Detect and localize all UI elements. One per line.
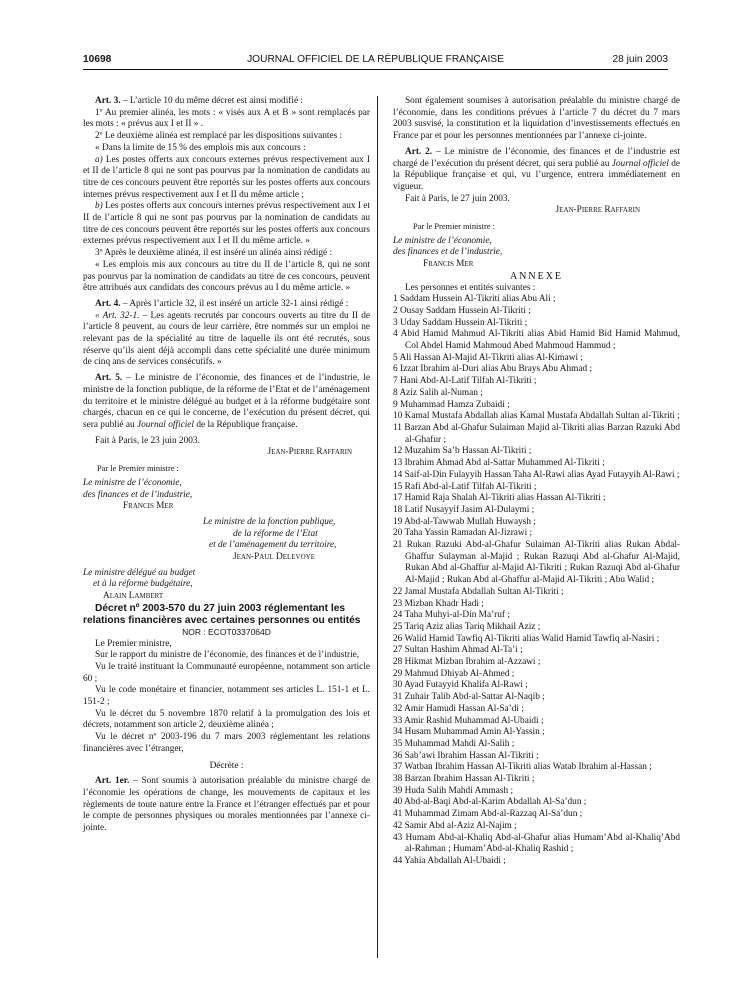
article-32-1-label: « Art. 32-1. xyxy=(95,310,140,321)
min-fp-2: de la réforme de l’Etat xyxy=(233,528,318,539)
visa-rapport: Sur le rapport du ministre de l’économie, des finances et de l’industrie, xyxy=(95,650,360,661)
entity-item: 3 Uday Saddam Hussein Al-Tikriti ; xyxy=(393,317,528,328)
article-3-pa xyxy=(83,155,370,202)
right-column xyxy=(393,96,680,868)
entity-item: 11 Barzan Abd al-Ghafur Sulaiman Majid al-Tikriti alias Barzan Razuki Abd al-Ghafur ; xyxy=(393,422,680,445)
entity-item: 1 Saddam Hussein Al-Tikriti alias Abu Ali ; xyxy=(393,294,556,305)
entity-item: 21 Rukan Razuki Abd-al-Ghafur Sulaiman Al-Tikriti alias Rukan Abdal-Ghaffur Sulayman al-Majid ; Rukan Razuqi Abd al-Ghafur Al-Majid, Rukan Abd al-Ghaffur al-Majid Al-Tikriti ; Rukan Razuqi Abd al-Ghafur Al-Majid ; Rukan Abd al-Ghaffur al-Majid Al-Tikriti ; Abu Walid ; xyxy=(393,540,680,586)
page-header xyxy=(83,52,668,68)
entity-item: 14 Saif-al-Din Fulayyih Hassan Taha Al-Rawi alias Ayad Futayyih Al-Rawi ; xyxy=(393,469,680,480)
entity-item: 12 Muzahim Sa’b Hassan Al-Tikriti ; xyxy=(393,446,532,457)
fait-a-paris-2: Fait à Paris, le 27 juin 2003. xyxy=(405,193,510,204)
min-2: des finances et de l’industrie, xyxy=(393,247,503,258)
page-number: 10698 xyxy=(83,54,112,65)
entity-item: 32 Amir Hamudi Hassan Al-Sa’di ; xyxy=(393,703,524,714)
decret-title: Décret nº 2003-570 du 27 juin 2003 réglementant les relations financières avec certaines personnes ou entités xyxy=(83,602,361,626)
entity-item: 41 Muhammad Zimam Abd-al-Razzaq Al-Sa’dun ; xyxy=(393,809,583,820)
entity-item: 29 Mahmud Dhiyab Al-Ahmed ; xyxy=(393,668,515,679)
article-3-label: Art. 3. xyxy=(95,96,121,106)
premier-ministre: Le Premier ministre, xyxy=(95,638,172,649)
article-4-label: Art. 4. xyxy=(95,298,121,309)
article-3-p1: 1º Au premier alinéa, les mots : « visés aux A et B » sont remplacés par les mots : « prévus aux I et II » . xyxy=(83,107,370,130)
entity-item: 37 Watban Ibrahim Hassan Al-Tikriti alias Watab Ibrahim al-Hassan ; xyxy=(393,762,652,773)
par-premier-ministre-1: Par le Premier ministre : xyxy=(97,464,179,474)
header-rule xyxy=(83,69,668,70)
article-5-text-end: de la République française. xyxy=(194,419,298,430)
article-5 xyxy=(83,373,370,432)
entity-list xyxy=(393,294,680,867)
visa-decret-2003: Vu le décret nº 2003-196 du 7 mars 2003 réglementant les relations financières avec l’étranger, xyxy=(83,732,370,754)
entity-item: 39 Huda Salih Mahdi Ammash ; xyxy=(393,785,514,796)
entity-item: 43 Humam Abd-al-Khaliq Abd-al-Ghafur alias Humam’Abd al-Khaliq’Abd al-Rahman ; Humam’Abd-al-Khaliq Rashid ; xyxy=(393,832,680,855)
min-eco-1: Le ministre de l’économie, xyxy=(83,477,182,488)
entity-item: 24 Taha Muhyi-al-Din Ma’ruf ; xyxy=(393,610,510,621)
entity-item: 2 Ousay Saddam Hussein Al-Tikriti ; xyxy=(393,305,531,316)
article-32-1 xyxy=(83,311,370,370)
article-4 xyxy=(83,299,370,311)
article-3-pb-text: Les postes offerts aux concours internes prévus respectivement aux I et II de l’article 8 qui ne sont pas pourvus par la nomination de candidats au titre de ces concours peuvent être reportés sur les postes offerts aux concours externes prévus respectivement aux I et II du même article. » xyxy=(83,201,370,247)
entity-item: 35 Muhammad Mahdi Al-Salih ; xyxy=(393,738,515,749)
entity-item: 20 Taha Yassin Ramadan Al-Jizrawi ; xyxy=(393,528,533,539)
entity-item: 4 Abid Hamid Mahmud Al-Tikriti alias Abid Hamid Bid Hamid Mahmud, Col Abdel Hamid Mahmoud Abed Mahmoud Hammud ; xyxy=(393,329,680,352)
article-3-pb xyxy=(83,201,370,248)
fait-a-paris-1: Fait à Paris, le 23 juin 2003. xyxy=(95,435,200,446)
article-1-label: Art. 1er. xyxy=(95,776,130,787)
min-bud-name: Alain Lambert xyxy=(103,591,164,602)
signer-pm-1: Jean-Pierre Raffarin xyxy=(267,447,352,458)
min-eco-name: Francis Mer xyxy=(123,501,174,512)
entity-item: 5 Ali Hassan Al-Majid Al-Tikriti alias Al-Kimawi ; xyxy=(393,352,583,363)
min-fp-1: Le ministre de la fonction publique, xyxy=(203,516,336,527)
entity-item: 8 Aziz Salih al-Numan ; xyxy=(393,387,483,398)
article-3-p3: « Dans la limite de 15 % des emplois mis aux concours : xyxy=(95,142,306,153)
entity-item: 26 Walid Hamid Tawfiq Al-Tikriti alias Walid Hamid Tawfiq al-Nasiri ; xyxy=(393,633,660,644)
article-2-text-end: de la République française et qui, vu l’urgence, entrera immédiatement en vigueur. xyxy=(393,158,680,192)
min-1: Le ministre de l’économie, xyxy=(393,235,492,246)
entity-item: 31 Zuhair Talib Abd-al-Sattar Al-Naqib ; xyxy=(393,692,545,703)
entity-item: 34 Husam Muhammad Amin Al-Yassin ; xyxy=(393,727,545,738)
article-1 xyxy=(83,776,370,835)
article-2-text: – Le ministre de l’économie, des finances et de l’industrie est chargé de l’exécution du présent décret, qui sera publié au xyxy=(393,146,680,169)
entity-item: 9 Muhammad Hamza Zubaidi ; xyxy=(393,399,510,410)
entity-item: 28 Hikmat Mizban Ibrahim al-Azzawi ; xyxy=(393,657,541,668)
par-premier-ministre-2: Par le Premier ministre : xyxy=(413,222,495,232)
entity-item: 25 Tariq Aziz alias Tariq Mikhail Aziz ; xyxy=(393,621,541,632)
article-3-intro: – L’article 10 du même décret est ainsi modifié : xyxy=(120,96,303,106)
article-2 xyxy=(393,147,680,194)
annexe-intro: Les personnes et entités suivantes : xyxy=(405,282,536,293)
article-5-text: – Le ministre de l’économie, des finances et de l’industrie, le ministre de la fonction publique, de la réforme de l’Etat et de l’aménagement du territoire et le ministre délégué au budget et à la réforme budgétaire sont chargés, chacun en ce qui le concerne, de l’exécution du présent décret, qui sera publié au xyxy=(83,373,370,430)
entity-item: 7 Hani Abd-Al-Latif Tilfah Al-Tikriti ; xyxy=(393,376,537,387)
entity-item: 6 Izzat Ibrahim al-Duri alias Abu Brays Abu Ahmad ; xyxy=(393,364,593,375)
entity-item: 13 Ibrahim Ahmad Abd al-Sattar Muhammed Al-Tikriti ; xyxy=(393,458,605,469)
min-fp-name: Jean-Paul Delevoye xyxy=(233,552,315,563)
entity-item: 38 Barzan Ibrahim Hassan Al-Tikriti ; xyxy=(393,774,535,785)
article-3-p4: 3º Après le deuxième alinéa, il est inséré un alinéa ainsi rédigé : xyxy=(95,248,333,259)
signer-pm-2: Jean-Pierre Raffarin xyxy=(555,205,640,216)
article-1-continued: Sont également soumises à autorisation préalable du ministre chargé de l’économie, dans les conditions prévues à l’article 7 du décret du 7 mars 2003 susvisé, la constitution et la liquidation d’investissements effectués en France par et pour les personnes mentionnées par l’annexe ci-jointe. xyxy=(393,96,680,142)
entity-item: 36 Sab’awi Ibrahim Hassan Al-Tikriti ; xyxy=(393,750,539,761)
nor-reference: NOR : ECOT0337064D xyxy=(182,626,271,637)
article-3-p5: « Les emplois mis aux concours au titre du II de l’article 8, qui ne sont pas pourvus par la nomination de candidats au titre de ces concours, peuvent être attribués aux candidats des concours prévus au I du même article. » xyxy=(83,259,370,294)
article-5-label: Art. 5. xyxy=(95,373,123,384)
entity-item: 15 Rafi Abd-al-Latif Tilfah Al-Tikriti ; xyxy=(393,481,537,492)
entity-item: 33 Amir Rashid Muhammad Al-Ubaidi ; xyxy=(393,715,544,726)
visa-decret-1870: Vu le décret du 5 novembre 1870 relatif à la promulgation des lois et décrets, notamment son article 2, deuxième alinéa ; xyxy=(83,708,370,731)
article-32-1-text: – Les agents recrutés par concours ouverts au titre du II de l’article 8 peuvent, au cours de leur carrière, être nommés sur un emploi ne relevant pas de la spécialité au titre de laquelle ils ont été recrutés, sous réserve qu’ils aient déjà accompli dans cette spécialité une durée minimum de cinq ans de services consécutifs. » xyxy=(83,310,370,368)
article-3-pa-text: Les postes offerts aux concours externes prévus respectivement aux I et II de l’article 8 qui ne sont pas pourvus par la nomination de candidats au titre de ces concours peuvent être reportés sur les postes offerts aux concours internes prévus respectivement aux I et II du même article ; xyxy=(83,154,370,200)
min-eco-2: des finances et de l’industrie, xyxy=(83,489,193,500)
min-name: Francis Mer xyxy=(423,259,474,270)
left-column xyxy=(83,96,370,835)
visa-code: Vu le code monétaire et financier, notamment ses articles L. 151-1 et L. 151-2 ; xyxy=(83,685,370,708)
article-4-intro: – Après l’article 32, il est inséré un article 32-1 ainsi rédigé : xyxy=(120,298,349,309)
column-divider xyxy=(377,96,378,958)
article-3-pb-letter: b) xyxy=(95,201,103,212)
entity-item: 10 Kamal Mustafa Abdallah alias Kamal Mustafa Abdallah Sultan al-Tikriti ; xyxy=(393,411,680,422)
entity-item: 23 Mizban Khadr Hadi ; xyxy=(393,598,484,609)
article-2-jo: Journal officiel xyxy=(611,158,669,169)
issue-date: 28 juin 2003 xyxy=(612,54,668,65)
annexe-title: ANNEXE xyxy=(509,270,564,282)
article-5-jo: Journal officiel xyxy=(136,419,195,430)
entity-item: 22 Jamal Mustafa Abdallah Sultan Al-Tikriti ; xyxy=(393,586,564,597)
min-bud-2: et à la réforme budgétaire, xyxy=(93,579,193,590)
article-3-pa-letter: a) xyxy=(95,154,103,165)
article-2-label: Art. 2. xyxy=(405,146,433,157)
entity-item: 18 Latif Nusayyif Jasim Al-Dulaymi ; xyxy=(393,504,535,515)
journal-title: JOURNAL OFFICIEL DE LA RÉPUBLIQUE FRANÇAISE xyxy=(247,54,504,65)
entity-item: 27 Sultan Hashim Ahmad Al-Ta’i ; xyxy=(393,645,523,656)
entity-item: 44 Yahia Abdallah Al-Ubaidi ; xyxy=(393,856,506,866)
entity-item: 40 Abd-al-Baqi Abd-al-Karim Abdallah Al-Sa’dun ; xyxy=(393,797,587,808)
entity-item: 19 Abd-al-Tawwab Mullah Huwaysh ; xyxy=(393,516,536,527)
entity-item: 30 Ayad Futayyid Khalifa Al-Rawi ; xyxy=(393,680,528,691)
min-fp-3: et de l’aménagement du territoire, xyxy=(209,540,337,551)
decrete: Décrète : xyxy=(209,760,244,771)
min-bud-1: Le ministre délégué au budget xyxy=(83,567,196,578)
entity-item: 42 Samir Abd al-Aziz Al-Najim ; xyxy=(393,820,517,831)
article-3-p2: 2º Le deuxième alinéa est remplacé par les dispositions suivantes : xyxy=(95,131,343,142)
article-3 xyxy=(83,96,370,108)
article-1-text: – Sont soumis à autorisation préalable du ministre chargé de l’économie les opérations de change, les mouvements de capitaux et les règlements de toute nature entre la France et l’étranger effectués par et pour le compte de personnes physiques ou morales mentionnées par l’annexe ci-jointe. xyxy=(83,776,370,834)
visa-traite: Vu le traité instituant la Communauté européenne, notamment son article 60 ; xyxy=(83,661,370,684)
entity-item: 17 Hamid Raja Shalah Al-Tikriti alias Hassan Al-Tikriti ; xyxy=(393,493,606,504)
